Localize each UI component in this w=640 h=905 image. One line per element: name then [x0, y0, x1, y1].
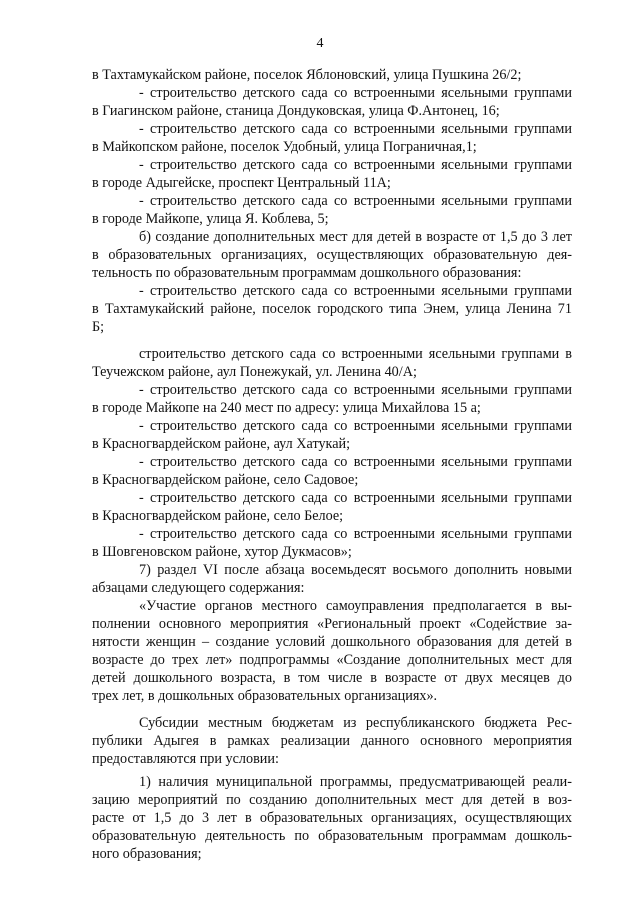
text-line: в городе Майкопе на 240 мест по адресу: улица Михайлова 15 а; [92, 400, 481, 416]
text-line: - строительство детского сада со встроенными ясельными группами [139, 418, 572, 434]
text-line: в Красногвардейском районе, аул Хатукай; [92, 436, 351, 452]
text-line: в образовательных организациях, осуществляющих образовательную дея- [92, 247, 572, 263]
text-line: полнении основного мероприятия «Региональный проект «Содействие за- [92, 616, 572, 632]
text-line: - строительство детского сада со встроенными ясельными группами [139, 526, 572, 542]
text-line: в Красногвардейском районе, село Белое; [92, 508, 344, 524]
text-line: зацию мероприятий по созданию дополнительных мест для детей в воз- [92, 792, 572, 808]
text-line: 1) наличия муниципальной программы, предусматривающей реали- [139, 774, 572, 790]
text-line: в Тахтамукайский районе, поселок городского типа Энем, улица Ленина 71 [92, 301, 572, 317]
text-line: - строительство детского сада со встроенными ясельными группами [139, 193, 572, 209]
text-line: расте от 1,5 до 3 лет в образовательных организациях, осуществляющих [92, 810, 572, 826]
text-line: - строительство детского сада со встроенными ясельными группами [139, 157, 572, 173]
text-line: в Красногвардейском районе, село Садовое; [92, 472, 359, 488]
text-line: Теучежском районе, аул Понежукай, ул. Ленина 40/А; [92, 364, 417, 380]
text-line: трех лет, в дошкольных образовательных организациях». [92, 688, 438, 704]
text-line: в Гиагинском районе, станица Дондуковская, улица Ф.Антонец, 16; [92, 103, 500, 119]
text-line: возрасте до трех лет» подпрограммы «Создание дополнительных мест для [92, 652, 572, 668]
text-line: «Участие органов местного самоуправления предполагается в вы- [139, 598, 572, 614]
text-line: - строительство детского сада со встроенными ясельными группами [139, 454, 572, 470]
text-line: в городе Адыгейске, проспект Центральный 11А; [92, 175, 391, 191]
page-number: 4 [316, 36, 324, 51]
text-line: в Тахтамукайском районе, поселок Яблоновский, улица Пушкина 26/2; [92, 67, 522, 83]
text-line: строительство детского сада со встроенными ясельными группами в [139, 346, 572, 362]
text-line: публики Адыгея в рамках реализации данного основного мероприятия [92, 733, 572, 749]
document-body [92, 66, 572, 863]
text-line: образовательную деятельность по образовательным программам дошколь- [92, 828, 572, 844]
text-line: в городе Майкопе, улица Я. Коблева, 5; [92, 211, 329, 227]
text-line: тельность по образовательным программам дошкольного образования: [92, 265, 522, 281]
text-line: нятости женщин – создание условий дошкольного образования для детей в [92, 634, 572, 650]
text-line: - строительство детского сада со встроенными ясельными группами [139, 382, 572, 398]
text-line: абзацами следующего содержания: [92, 580, 305, 596]
text-line: детей дошкольного возраста, в том числе в возрасте от двух месяцев до [92, 670, 572, 686]
text-line: в Шовгеновском районе, хутор Дукмасов»; [92, 544, 352, 560]
text-line: - строительство детского сада со встроенными ясельными группами [139, 85, 572, 101]
text-line: в Майкопском районе, поселок Удобный, улица Пограничная,1; [92, 139, 477, 155]
text-line: Б; [92, 319, 105, 335]
text-line: 7) раздел VI после абзаца восемьдесят восьмого дополнить новыми [139, 562, 572, 578]
text-line: - строительство детского сада со встроенными ясельными группами [139, 121, 572, 137]
text-line: б) создание дополнительных мест для детей в возрасте от 1,5 до 3 лет [139, 229, 572, 245]
text-line: ного образования; [92, 846, 202, 862]
text-line: - строительство детского сада со встроенными ясельными группами [139, 490, 572, 506]
text-line: Субсидии местным бюджетам из республиканского бюджета Рес- [139, 715, 572, 731]
text-line: - строительство детского сада со встроенными ясельными группами [139, 283, 572, 299]
text-line: предоставляются при условии: [92, 751, 279, 767]
